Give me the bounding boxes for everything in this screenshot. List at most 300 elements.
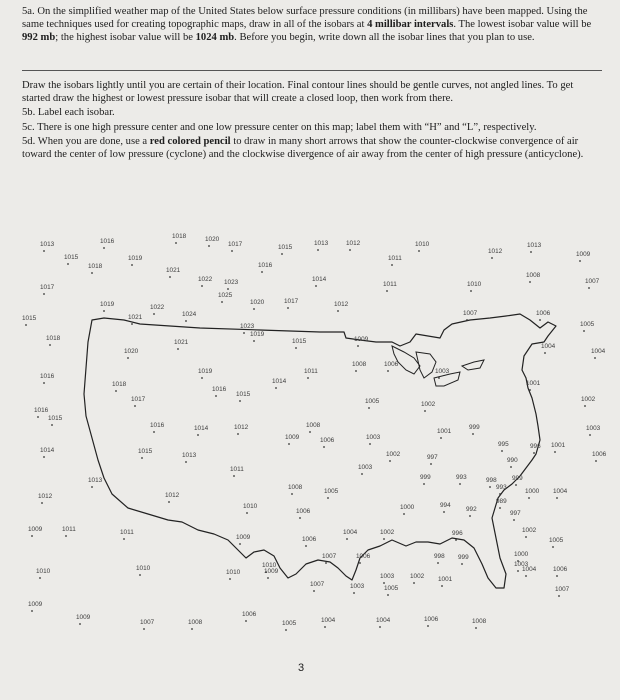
- pressure-value: 1006: [424, 616, 439, 623]
- pressure-value: 1005: [365, 398, 380, 405]
- q5a-text-3: ; the highest isobar value will be: [55, 32, 196, 44]
- pressure-value: 1003: [586, 425, 601, 432]
- pressure-value: 1007: [585, 278, 600, 285]
- pressure-reading: [306, 422, 321, 433]
- station-dot: [529, 389, 531, 391]
- station-dot: [427, 625, 429, 627]
- station-dot: [237, 433, 239, 435]
- pressure-reading: [236, 391, 251, 402]
- station-dot: [229, 578, 231, 580]
- pressure-reading: [310, 581, 325, 592]
- station-dot: [513, 519, 515, 521]
- pressure-value: 989: [496, 498, 507, 505]
- pressure-value: 1013: [527, 242, 542, 249]
- pressure-value: 1004: [522, 566, 537, 573]
- pressure-value: 992: [466, 506, 477, 513]
- station-dot: [243, 332, 245, 334]
- pressure-reading: [150, 304, 165, 315]
- pressure-value: 1020: [124, 348, 139, 355]
- station-dot: [353, 592, 355, 594]
- station-dot: [288, 443, 290, 445]
- station-dot: [510, 466, 512, 468]
- pressure-value: 1004: [541, 343, 556, 350]
- pressure-reading: [586, 425, 601, 436]
- pressure-reading: [292, 338, 307, 349]
- station-dot: [501, 450, 503, 452]
- weather-map-svg[interactable]: [0, 228, 620, 648]
- pressure-value: 996: [452, 530, 463, 537]
- pressure-value: 1005: [282, 620, 297, 627]
- station-dot: [556, 497, 558, 499]
- station-dot: [389, 460, 391, 462]
- pressure-reading: [365, 398, 380, 409]
- pressure-reading: [553, 488, 568, 499]
- pressure-reading: [354, 336, 369, 347]
- pressure-value: 1003: [358, 464, 373, 471]
- pressure-value: 1015: [48, 415, 63, 422]
- pressure-reading: [522, 566, 537, 577]
- pressure-reading: [124, 348, 139, 359]
- pressure-reading: [320, 437, 335, 448]
- station-dot: [153, 313, 155, 315]
- station-dot: [103, 247, 105, 249]
- pressure-value: 999: [420, 474, 431, 481]
- q5a-text-4: . Before you begin, write down all the isobar lines that you plan to use.: [234, 32, 535, 44]
- station-dot: [201, 377, 203, 379]
- pressure-value: 1017: [40, 284, 55, 291]
- station-dot: [91, 486, 93, 488]
- pressure-value: 1011: [120, 529, 134, 536]
- station-dot: [530, 251, 532, 253]
- pressure-value: 1016: [258, 262, 273, 269]
- station-dot: [383, 582, 385, 584]
- pressure-reading: [469, 424, 480, 435]
- pressure-value: 1010: [262, 562, 277, 569]
- station-dot: [461, 563, 463, 565]
- instruction-5b: 5b. Label each isobar.: [22, 107, 115, 119]
- instruction-5d-a: 5d. When you are done, use a: [22, 136, 150, 148]
- pressure-value: 997: [427, 454, 438, 461]
- station-dot: [305, 545, 307, 547]
- page-number: 3: [298, 662, 305, 674]
- station-dot: [379, 626, 381, 628]
- instruction-5d: [22, 136, 602, 161]
- pressure-value: 1016: [34, 407, 49, 414]
- station-dot: [579, 260, 581, 262]
- station-dot: [424, 410, 426, 412]
- station-dot: [418, 250, 420, 252]
- station-dot: [387, 370, 389, 372]
- pressure-reading: [321, 617, 336, 628]
- station-dot: [131, 264, 133, 266]
- pressure-reading: [166, 267, 181, 278]
- pressure-value: 1006: [384, 361, 399, 368]
- pressure-value: 1011: [388, 255, 402, 262]
- question-5a: [22, 5, 602, 45]
- station-dot: [528, 497, 530, 499]
- pressure-reading: [437, 428, 452, 439]
- pressure-reading: [40, 373, 55, 384]
- pressure-reading: [415, 241, 430, 252]
- station-dot: [31, 610, 33, 612]
- station-dot: [346, 538, 348, 540]
- pressure-value: 1024: [182, 311, 197, 318]
- pressure-value: 1010: [136, 565, 151, 572]
- pressure-value: 999: [458, 554, 469, 561]
- station-dot: [440, 437, 442, 439]
- station-dot: [470, 290, 472, 292]
- pressure-reading: [488, 248, 503, 259]
- pressure-reading: [194, 425, 209, 436]
- pressure-value: 1006: [592, 451, 607, 458]
- pressure-reading: [312, 276, 327, 287]
- pressure-reading: [226, 569, 241, 580]
- pressure-reading: [236, 534, 251, 545]
- q5a-highest: 1024 mb: [195, 32, 235, 44]
- pressure-value: 1012: [346, 240, 361, 247]
- station-dot: [387, 594, 389, 596]
- pressure-reading: [212, 386, 227, 397]
- station-dot: [317, 249, 319, 251]
- station-dot: [324, 626, 326, 628]
- pressure-reading: [40, 447, 55, 458]
- pressure-reading: [100, 301, 115, 312]
- station-dot: [499, 493, 501, 495]
- pressure-value: 1013: [182, 452, 197, 459]
- station-dot: [227, 288, 229, 290]
- station-dot: [67, 263, 69, 265]
- pressure-reading: [131, 396, 146, 407]
- pressure-reading: [136, 565, 151, 576]
- station-dot: [349, 249, 351, 251]
- station-dot: [517, 570, 519, 572]
- station-dot: [438, 377, 440, 379]
- station-dot: [295, 347, 297, 349]
- pressure-value: 1017: [284, 298, 299, 305]
- station-dot: [595, 460, 597, 462]
- station-dot: [231, 250, 233, 252]
- pressure-reading: [284, 298, 299, 309]
- pressure-reading: [352, 361, 367, 372]
- pressure-reading: [525, 488, 540, 499]
- pressure-value: 1002: [410, 573, 425, 580]
- pressure-reading: [591, 348, 606, 359]
- pressure-reading: [350, 583, 365, 594]
- pressure-reading: [424, 616, 439, 627]
- station-dot: [583, 330, 585, 332]
- station-dot: [281, 253, 283, 255]
- station-dot: [131, 323, 133, 325]
- station-dot: [525, 575, 527, 577]
- pressure-value: 1004: [343, 529, 358, 536]
- pressure-value: 1019: [198, 368, 213, 375]
- pressure-reading: [250, 331, 265, 342]
- pressure-value: 1003: [350, 583, 365, 590]
- station-dot: [134, 405, 136, 407]
- pressure-value: 1018: [46, 335, 61, 342]
- pressure-value: 1011: [304, 368, 318, 375]
- station-dot: [79, 623, 81, 625]
- station-dot: [221, 301, 223, 303]
- pressure-value: 1002: [581, 396, 596, 403]
- pressure-value: 1010: [467, 281, 482, 288]
- station-dot: [239, 400, 241, 402]
- station-dot: [185, 461, 187, 463]
- pressure-reading: [198, 368, 213, 379]
- pressure-reading: [304, 368, 318, 379]
- station-dot: [437, 562, 439, 564]
- station-dot: [556, 575, 558, 577]
- pressure-reading: [230, 466, 244, 477]
- pressure-reading: [100, 238, 115, 249]
- station-dot: [584, 405, 586, 407]
- station-dot: [533, 452, 535, 454]
- pressure-value: 1010: [243, 503, 258, 510]
- pressure-reading: [581, 396, 596, 407]
- pressure-value: 1022: [198, 276, 213, 283]
- pressure-value: 1017: [131, 396, 146, 403]
- pressure-value: 1002: [421, 401, 436, 408]
- pressure-value: 1015: [278, 244, 293, 251]
- station-dot: [589, 434, 591, 436]
- station-dot: [391, 264, 393, 266]
- station-dot: [309, 431, 311, 433]
- station-dot: [246, 512, 248, 514]
- pressure-value: 1007: [322, 553, 337, 560]
- pressure-value: 1001: [526, 380, 541, 387]
- pressure-value: 1006: [356, 553, 371, 560]
- pressure-reading: [553, 566, 568, 577]
- pressure-reading: [228, 241, 243, 252]
- station-dot: [594, 357, 596, 359]
- pressure-value: 1023: [240, 323, 255, 330]
- station-dot: [197, 434, 199, 436]
- pressure-reading: [76, 614, 91, 625]
- station-dot: [168, 501, 170, 503]
- station-dot: [39, 577, 41, 579]
- station-dot: [291, 493, 293, 495]
- pressure-value: 1015: [236, 391, 251, 398]
- pressure-reading: [507, 457, 518, 468]
- pressure-value: 1001: [551, 442, 566, 449]
- pressure-value: 1016: [100, 238, 115, 245]
- pressure-value: 1006: [296, 508, 311, 515]
- station-dot: [141, 457, 143, 459]
- pressure-value: 993: [456, 474, 467, 481]
- pressure-reading: [388, 255, 402, 266]
- pressure-reading: [40, 241, 55, 252]
- pressure-reading: [522, 527, 537, 538]
- pressure-value: 1001: [437, 428, 452, 435]
- station-dot: [323, 446, 325, 448]
- station-dot: [37, 416, 39, 418]
- pressure-value: 1009: [236, 534, 251, 541]
- station-dot: [544, 352, 546, 354]
- station-dot: [267, 577, 269, 579]
- pressure-value: 996: [530, 443, 541, 450]
- pressure-reading: [549, 537, 564, 548]
- station-dot: [233, 475, 235, 477]
- pressure-value: 1000: [525, 488, 540, 495]
- q5a-label: 5a.: [22, 6, 35, 17]
- pressure-value: 1003: [380, 573, 395, 580]
- pressure-value: 1003: [435, 368, 450, 375]
- pressure-value: 1019: [250, 331, 265, 338]
- pressure-reading: [384, 585, 399, 596]
- pressure-reading: [282, 620, 297, 631]
- pressure-reading: [386, 451, 401, 462]
- pressure-value: 1002: [380, 529, 395, 536]
- station-dot: [143, 628, 145, 630]
- station-dot: [499, 507, 501, 509]
- station-dot: [51, 424, 53, 426]
- pressure-value: 1004: [376, 617, 391, 624]
- pressure-value: 1008: [288, 484, 303, 491]
- pressure-reading: [400, 504, 415, 515]
- pressure-value: 1010: [226, 569, 241, 576]
- station-dot: [41, 502, 43, 504]
- pressure-value: 1016: [212, 386, 227, 393]
- pressure-reading: [555, 586, 570, 597]
- pressure-reading: [182, 311, 197, 322]
- pressure-reading: [150, 422, 165, 433]
- station-dot: [558, 595, 560, 597]
- station-dot: [459, 483, 461, 485]
- pressure-reading: [472, 618, 487, 629]
- station-dot: [357, 345, 359, 347]
- station-dot: [91, 272, 93, 274]
- station-dot: [430, 463, 432, 465]
- station-dot: [261, 271, 263, 273]
- station-dot: [177, 348, 179, 350]
- pressure-value: 1007: [463, 310, 478, 317]
- pressure-value: 1015: [292, 338, 307, 345]
- pressure-value: 1023: [224, 279, 239, 286]
- station-dot: [489, 486, 491, 488]
- us-outline: [84, 314, 556, 588]
- pressure-reading: [234, 424, 249, 435]
- pressure-value: 1005: [384, 585, 399, 592]
- pressure-value: 999: [512, 475, 523, 482]
- pressure-reading: [383, 281, 397, 292]
- pressure-reading: [128, 255, 143, 266]
- instructions: [22, 80, 602, 164]
- pressure-value: 1001: [438, 576, 453, 583]
- station-dot: [386, 290, 388, 292]
- pressure-value: 1006: [320, 437, 335, 444]
- pressure-reading: [314, 240, 329, 251]
- pressure-reading: [466, 506, 477, 517]
- station-dot: [153, 431, 155, 433]
- pressure-value: 1015: [64, 254, 79, 261]
- pressure-reading: [366, 434, 381, 445]
- station-dot: [49, 344, 51, 346]
- pressure-value: 1011: [62, 526, 76, 533]
- pressure-value: 1004: [553, 488, 568, 495]
- pressure-reading: [205, 236, 220, 247]
- q5a-text-1: On the simplified weather map of the United States below surface pressure conditions (in millibars) have been mapped. Using the same techniques used for creating topographic maps, draw in all of the isobars at: [22, 6, 588, 31]
- pressure-reading: [530, 443, 541, 454]
- station-dot: [25, 324, 27, 326]
- pressure-reading: [288, 484, 303, 495]
- station-dot: [525, 536, 527, 538]
- pressure-value: 1014: [312, 276, 327, 283]
- pressure-reading: [140, 619, 155, 630]
- pressure-reading: [22, 315, 37, 326]
- pressure-value: 1017: [228, 241, 243, 248]
- station-dot: [383, 538, 385, 540]
- pressure-value: 1013: [88, 477, 103, 484]
- pressure-reading: [580, 321, 595, 332]
- pressure-reading: [264, 568, 279, 579]
- pressure-reading: [420, 474, 431, 485]
- station-dot: [285, 629, 287, 631]
- pressure-value: 999: [469, 424, 480, 431]
- pressure-reading: [40, 284, 55, 295]
- pressure-reading: [592, 451, 607, 462]
- pressure-value: 1010: [36, 568, 51, 575]
- pressure-reading: [541, 343, 556, 354]
- pressure-reading: [456, 474, 467, 485]
- pressure-reading: [496, 498, 507, 509]
- station-dot: [423, 483, 425, 485]
- pressure-value: 1007: [555, 586, 570, 593]
- pressure-value: 1021: [166, 267, 181, 274]
- pressure-value: 1000: [400, 504, 415, 511]
- pressure-value: 1008: [306, 422, 321, 429]
- station-dot: [215, 395, 217, 397]
- station-dot: [327, 497, 329, 499]
- pressure-value: 1015: [138, 448, 153, 455]
- station-dot: [529, 281, 531, 283]
- pressure-value: 1019: [100, 301, 115, 308]
- pressure-reading: [34, 407, 49, 418]
- station-dot: [299, 517, 301, 519]
- pressure-value: 997: [510, 510, 521, 517]
- pressure-reading: [64, 254, 79, 265]
- pressure-value: 1009: [285, 434, 300, 441]
- pressure-value: 1009: [28, 526, 43, 533]
- station-dot: [403, 513, 405, 515]
- pressure-value: 1009: [354, 336, 369, 343]
- station-dot: [275, 387, 277, 389]
- weather-map[interactable]: [0, 228, 620, 648]
- station-dot: [313, 590, 315, 592]
- pressure-value: 1014: [40, 447, 55, 454]
- pressure-reading: [576, 251, 591, 262]
- pressure-reading: [88, 263, 103, 274]
- station-dot: [65, 535, 67, 537]
- station-dot: [185, 320, 187, 322]
- station-dot: [441, 585, 443, 587]
- pressure-value: 1011: [383, 281, 397, 288]
- station-dot: [515, 484, 517, 486]
- station-dot: [123, 538, 125, 540]
- pressure-value: 1011: [230, 466, 244, 473]
- station-dot: [245, 620, 247, 622]
- pressure-value: 1012: [488, 248, 503, 255]
- q5a-text-2: . The lowest isobar value will be: [453, 19, 592, 31]
- pressure-value: 1008: [526, 272, 541, 279]
- station-dot: [239, 543, 241, 545]
- pressure-value: 1016: [150, 422, 165, 429]
- station-dot: [588, 287, 590, 289]
- pressure-reading: [434, 553, 445, 564]
- pressure-reading: [243, 503, 258, 514]
- pressure-value: 1004: [321, 617, 336, 624]
- station-dot: [552, 546, 554, 548]
- instruction-5d-red-pencil: red colored pencil: [149, 136, 231, 148]
